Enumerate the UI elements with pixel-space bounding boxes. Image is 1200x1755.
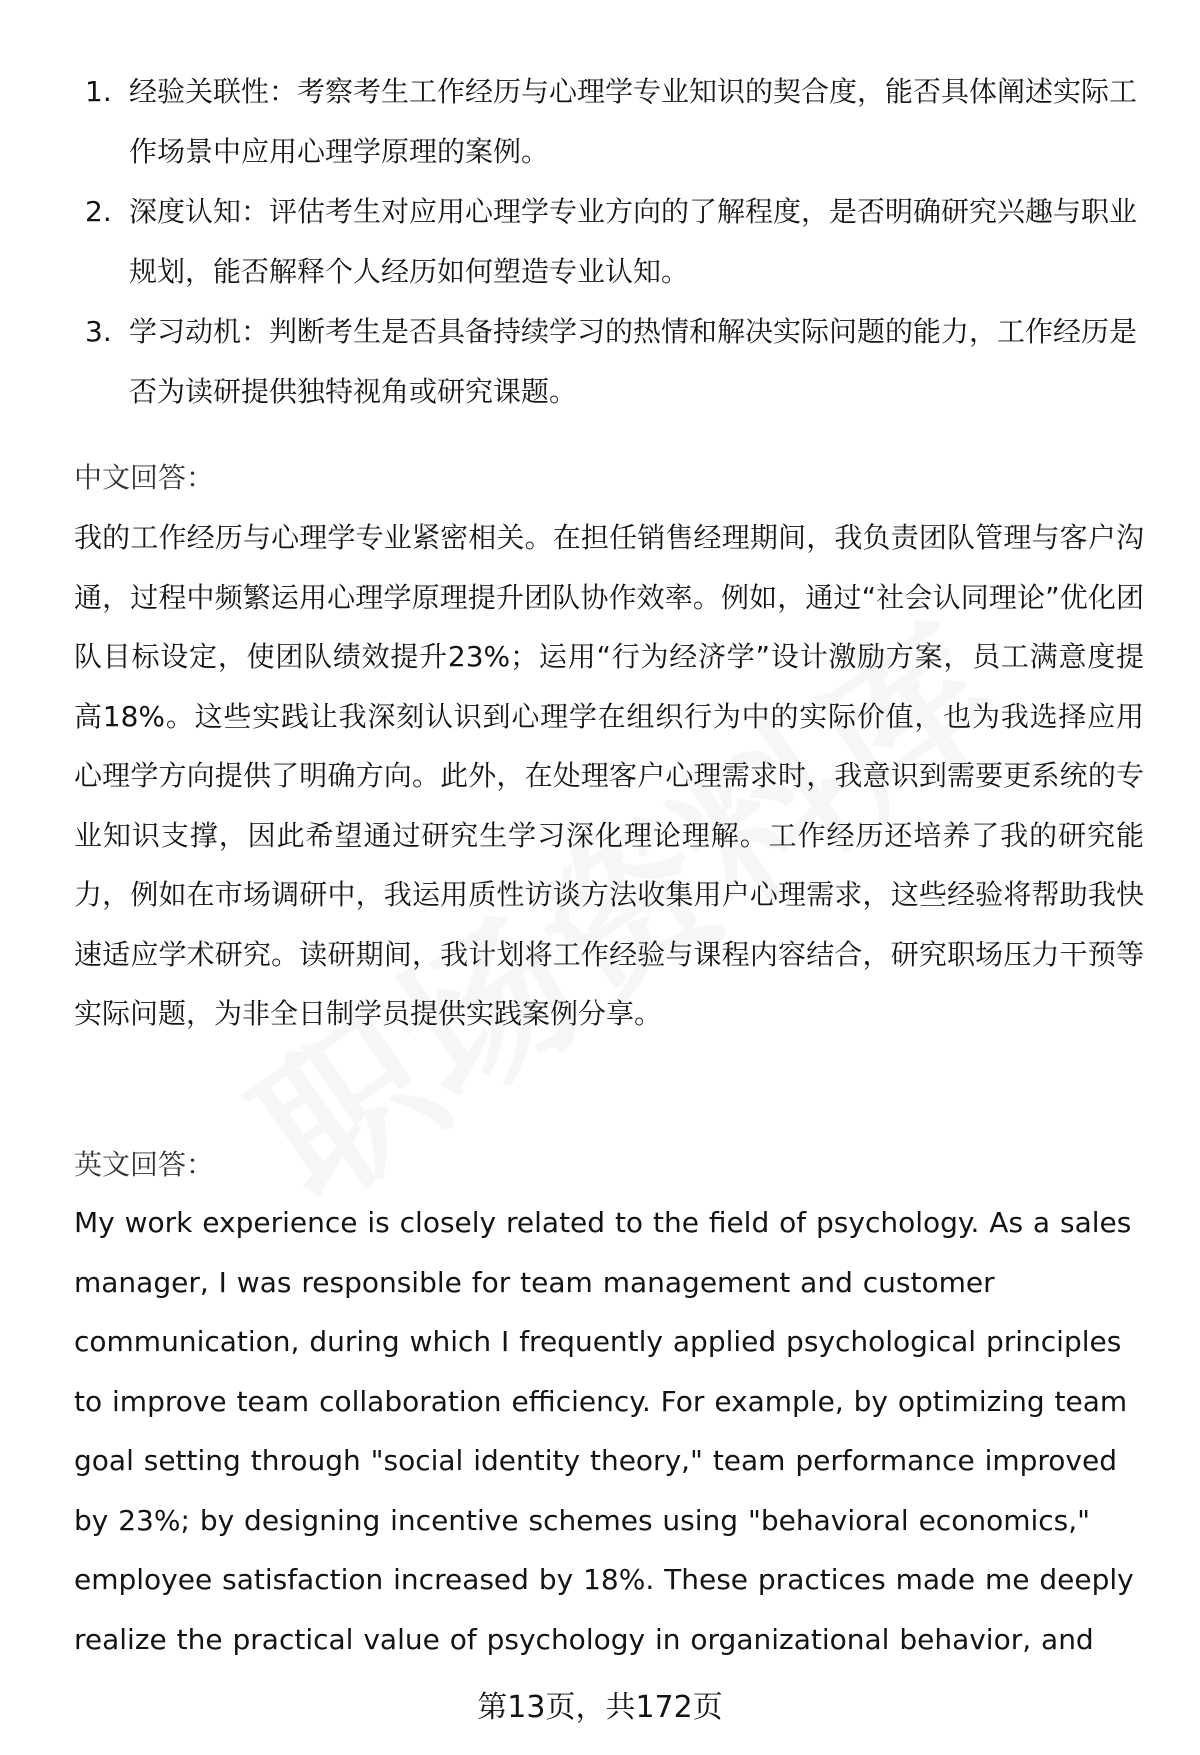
english-answer-text: My work experience is closely related to the field of psychology. As a sales manager, I was responsible for team management and customer communication, during which I frequently applied psychological principles to improve team collaboration efficiency. For example, by optimizing team goal setting through "social identity theory," team performance improved by 23%; by designing incentive schemes using "behavioral economics," employee satisfaction increased by 18%. These practices made me deeply realize the practical value of psychology in organizational behavior, and [74,1206,1134,1656]
criteria-list [85,62,1145,422]
criteria-item [85,182,1145,302]
criteria-text: 深度认知：评估考生对应用心理学专业方向的了解程度，是否明确研究兴趣与职业规划，能否解释个人经历如何塑造专业认知。 [129,195,1138,288]
page-number: 第13页，共172页 [477,1690,723,1725]
criteria-item [85,62,1145,182]
chinese-answer-label: 中文回答： [74,461,215,494]
chinese-answer-text: 我的工作经历与心理学专业紧密相关。在担任销售经理期间，我负责团队管理与客户沟通，过程中频繁运用心理学原理提升团队协作效率。例如，通过“社会认同理论”优化团队目标设定，使团队绩效提升23%；运用“行为经济学”设计激励方案，员工满意度提高18%。这些实践让我深刻认识到心理学在组织行为中的实际价值，也为我选择应用心理学方向提供了明确方向。此外，在处理客户心理需求时，我意识到需要更系统的专业知识支撑，因此希望通过研究生学习深化理论理解。工作经历还培养了我的研究能力，例如在市场调研中，我运用质性访谈方法收集用户心理需求，这些经验将帮助我快速适应学术研究。读研期间，我计划将工作经验与课程内容结合，研究职场压力干预等实际问题，为非全日制学员提供实践案例分享。 [74,521,1144,1030]
criteria-text: 经验关联性：考察考生工作经历与心理学专业知识的契合度，能否具体阐述实际工作场景中应用心理学原理的案例。 [129,75,1138,168]
criteria-text: 学习动机：判断考生是否具备持续学习的热情和解决实际问题的能力，工作经历是否为读研提供独特视角或研究课题。 [129,315,1138,408]
criteria-number: 2. [85,195,112,228]
english-answer-label: 英文回答： [74,1148,215,1181]
criteria-number: 1. [85,75,112,108]
criteria-item [85,302,1145,422]
criteria-number: 3. [85,315,112,348]
